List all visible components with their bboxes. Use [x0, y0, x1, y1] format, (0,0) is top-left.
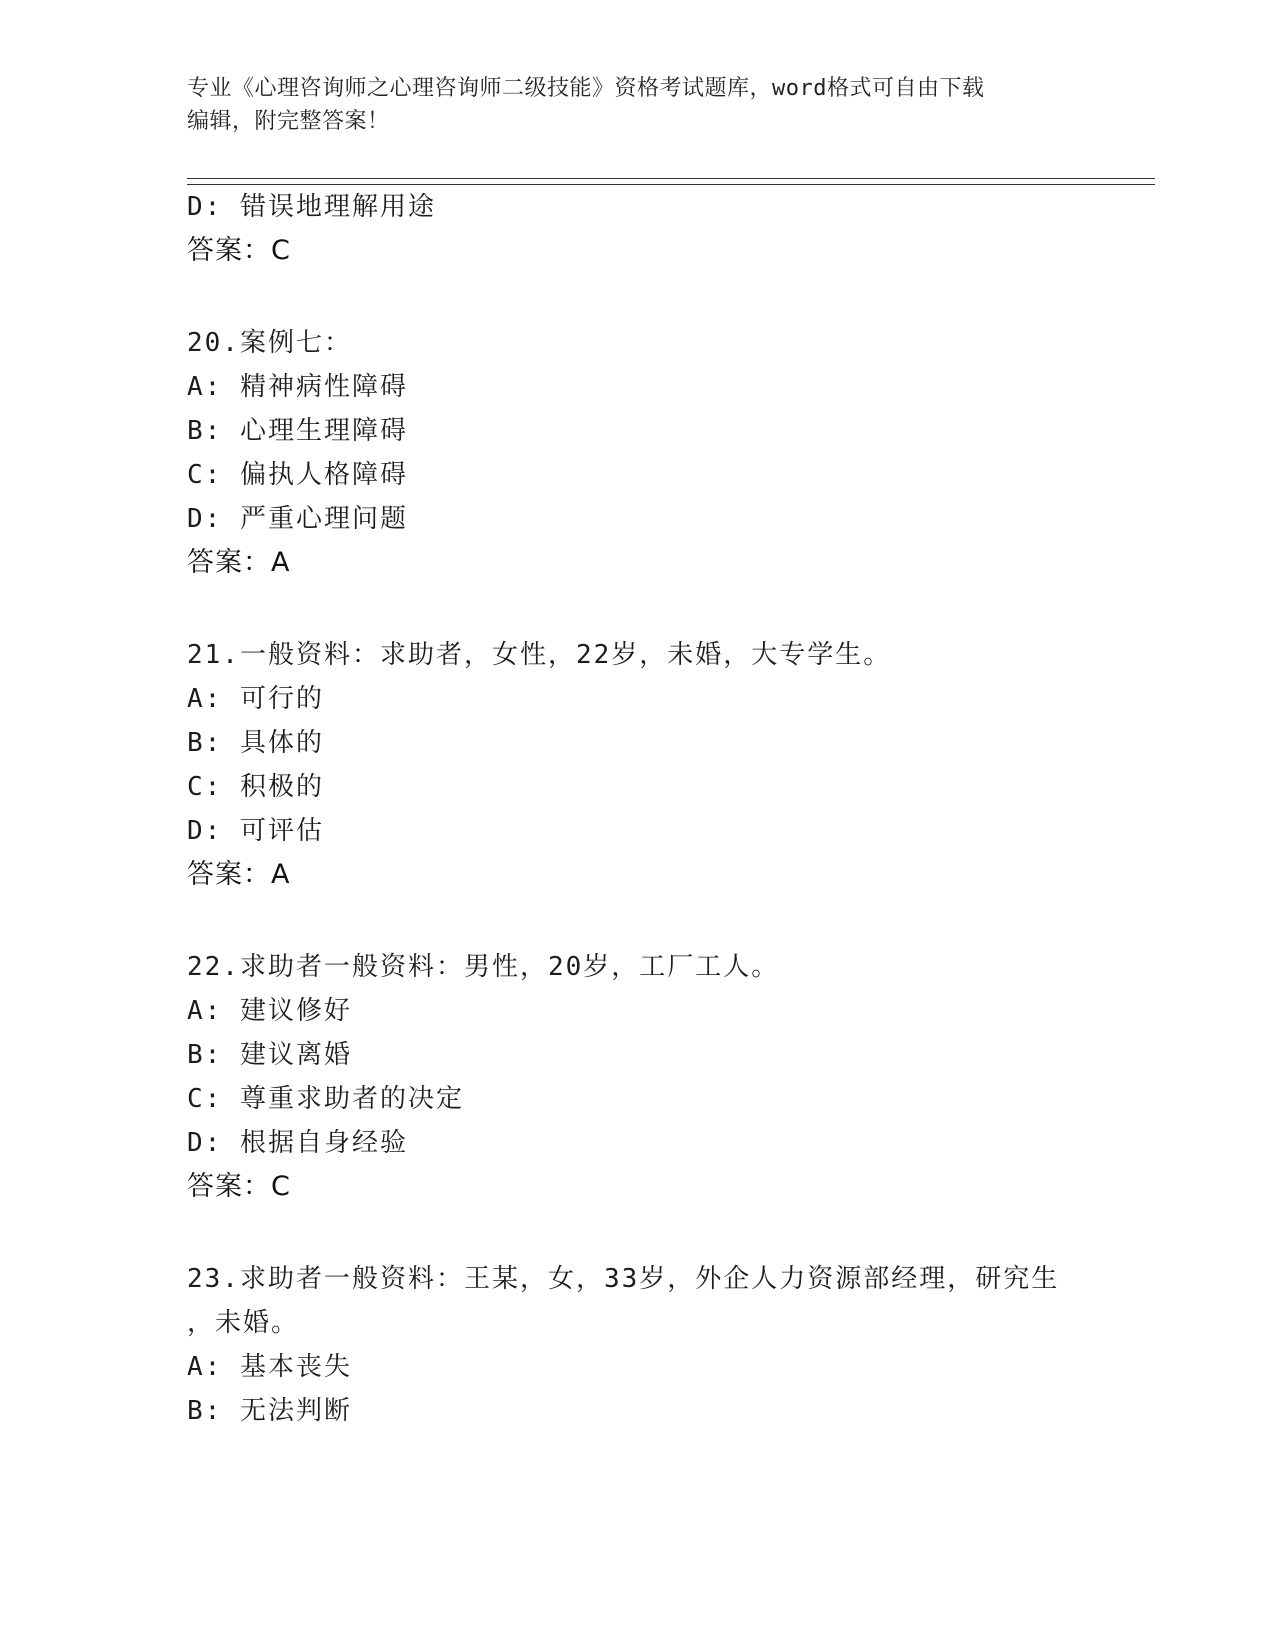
option-line: D: 错误地理解用途 — [187, 192, 436, 222]
header-line-2: 编辑，附完整答案！ — [187, 109, 390, 134]
option-line: A: 可行的 — [187, 684, 324, 714]
option-line: D: 根据自身经验 — [187, 1128, 408, 1158]
option-line: D: 严重心理问题 — [187, 504, 408, 534]
option-line: C: 偏执人格障碍 — [187, 460, 408, 490]
answer-line: 答案：A — [187, 547, 291, 578]
question-line: 23.求助者一般资料：王某，女，33岁，外企人力资源部经理，研究生 — [187, 1264, 1060, 1294]
option-line: C: 尊重求助者的决定 — [187, 1084, 464, 1114]
option-line: A: 精神病性障碍 — [187, 372, 408, 402]
option-line: C: 积极的 — [187, 772, 324, 802]
question-line-continued: ，未婚。 — [187, 1308, 300, 1338]
question-line: 20.案例七： — [187, 328, 352, 358]
option-line: A: 建议修好 — [187, 996, 352, 1026]
header-rule-top — [187, 178, 1155, 179]
option-line: A: 基本丧失 — [187, 1352, 352, 1382]
answer-line: 答案：A — [187, 859, 291, 890]
document-header — [187, 72, 1087, 138]
option-line: B: 无法判断 — [187, 1396, 352, 1426]
option-line: B: 建议离婚 — [187, 1040, 352, 1070]
option-line: D: 可评估 — [187, 816, 324, 846]
answer-line: 答案：C — [187, 1171, 291, 1202]
option-line: B: 心理生理障碍 — [187, 416, 408, 446]
question-line: 22.求助者一般资料：男性，20岁，工厂工人。 — [187, 952, 780, 982]
answer-line: 答案：C — [187, 235, 291, 266]
question-line: 21.一般资料：求助者，女性，22岁，未婚，大专学生。 — [187, 640, 892, 670]
header-rule-bottom — [187, 184, 1155, 185]
header-line-1: 专业《心理咨询师之心理咨询师二级技能》资格考试题库，word格式可自由下载 — [187, 76, 985, 101]
option-line: B: 具体的 — [187, 728, 324, 758]
